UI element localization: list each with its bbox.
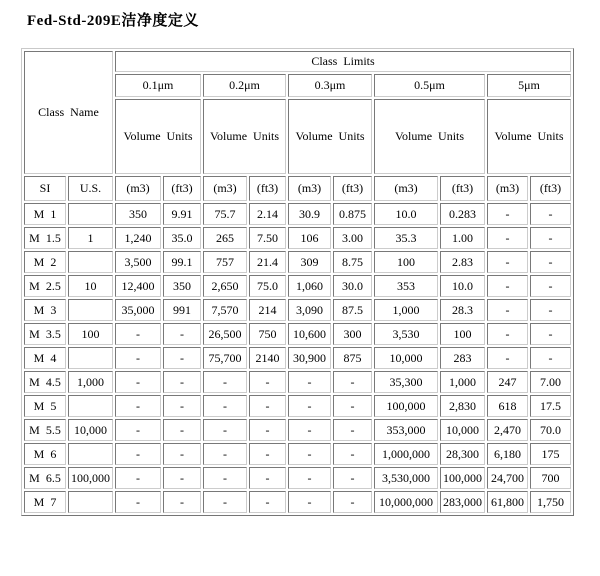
volume-units-header: Volume Units: [374, 99, 485, 174]
value-cell: 28,300: [440, 443, 485, 465]
value-cell: -: [163, 419, 201, 441]
us-class-cell: 10: [68, 275, 113, 297]
value-cell: -: [163, 491, 201, 513]
value-cell: 1,060: [288, 275, 331, 297]
value-cell: -: [487, 347, 528, 369]
value-cell: -: [203, 395, 247, 417]
value-cell: 70.0: [530, 419, 571, 441]
table-row: [24, 275, 571, 297]
value-cell: -: [249, 395, 286, 417]
ft3-unit-header: (ft3): [530, 176, 571, 201]
value-cell: -: [115, 491, 161, 513]
value-cell: -: [115, 395, 161, 417]
value-cell: -: [288, 491, 331, 513]
value-cell: -: [333, 491, 372, 513]
value-cell: -: [249, 443, 286, 465]
value-cell: 750: [249, 323, 286, 345]
value-cell: 17.5: [530, 395, 571, 417]
value-cell: -: [333, 371, 372, 393]
value-cell: 35,000: [115, 299, 161, 321]
value-cell: -: [530, 347, 571, 369]
value-cell: 265: [203, 227, 247, 249]
value-cell: -: [487, 323, 528, 345]
value-cell: -: [249, 371, 286, 393]
value-cell: 75,700: [203, 347, 247, 369]
value-cell: 0.875: [333, 203, 372, 225]
value-cell: -: [115, 419, 161, 441]
us-header: U.S.: [68, 176, 113, 201]
si-class-cell: M 2: [24, 251, 66, 273]
value-cell: 1.00: [440, 227, 485, 249]
table-row: [24, 203, 571, 225]
si-class-cell: M 3: [24, 299, 66, 321]
value-cell: 100,000: [374, 395, 438, 417]
value-cell: -: [288, 419, 331, 441]
value-cell: 350: [115, 203, 161, 225]
value-cell: 12,400: [115, 275, 161, 297]
us-class-cell: 100,000: [68, 467, 113, 489]
value-cell: 283,000: [440, 491, 485, 513]
ft3-unit-header: (ft3): [440, 176, 485, 201]
table-row: [24, 491, 571, 513]
value-cell: -: [288, 395, 331, 417]
value-cell: -: [288, 371, 331, 393]
value-cell: -: [530, 203, 571, 225]
volume-units-header: Volume Units: [487, 99, 571, 174]
table-row: [24, 323, 571, 345]
particle-size-header: 0.3μm: [288, 74, 372, 97]
particle-size-header: 0.5μm: [374, 74, 485, 97]
value-cell: 87.5: [333, 299, 372, 321]
value-cell: 100: [440, 323, 485, 345]
us-class-cell: 1,000: [68, 371, 113, 393]
value-cell: 75.0: [249, 275, 286, 297]
value-cell: 1,240: [115, 227, 161, 249]
value-cell: 875: [333, 347, 372, 369]
si-class-cell: M 1.5: [24, 227, 66, 249]
value-cell: 35,300: [374, 371, 438, 393]
value-cell: 75.7: [203, 203, 247, 225]
us-class-cell: 10,000: [68, 419, 113, 441]
value-cell: 61,800: [487, 491, 528, 513]
class-limits-header: Class Limits: [115, 51, 571, 72]
value-cell: 2.14: [249, 203, 286, 225]
value-cell: -: [163, 467, 201, 489]
us-class-cell: [68, 299, 113, 321]
value-cell: -: [163, 323, 201, 345]
value-cell: -: [288, 467, 331, 489]
value-cell: -: [530, 227, 571, 249]
particle-size-header: 5μm: [487, 74, 571, 97]
value-cell: 353,000: [374, 419, 438, 441]
value-cell: -: [288, 443, 331, 465]
value-cell: 3.00: [333, 227, 372, 249]
value-cell: 1,000,000: [374, 443, 438, 465]
table-row: [24, 395, 571, 417]
ft3-unit-header: (ft3): [333, 176, 372, 201]
value-cell: -: [115, 467, 161, 489]
m3-unit-header: (m3): [288, 176, 331, 201]
value-cell: 300: [333, 323, 372, 345]
value-cell: 100,000: [440, 467, 485, 489]
m3-unit-header: (m3): [115, 176, 161, 201]
value-cell: -: [163, 443, 201, 465]
value-cell: -: [203, 491, 247, 513]
particle-size-header: 0.2μm: [203, 74, 286, 97]
page-title: Fed-Std-209E洁净度定义: [27, 13, 199, 29]
table-body: [24, 203, 571, 513]
value-cell: 8.75: [333, 251, 372, 273]
us-class-cell: [68, 203, 113, 225]
value-cell: 6,180: [487, 443, 528, 465]
value-cell: 3,530,000: [374, 467, 438, 489]
volume-units-header: Volume Units: [288, 99, 372, 174]
value-cell: 0.283: [440, 203, 485, 225]
value-cell: -: [115, 371, 161, 393]
table-row: [24, 347, 571, 369]
header-row-limits: [24, 51, 571, 72]
us-class-cell: [68, 395, 113, 417]
value-cell: -: [487, 251, 528, 273]
value-cell: -: [249, 491, 286, 513]
value-cell: -: [115, 323, 161, 345]
si-class-cell: M 5.5: [24, 419, 66, 441]
value-cell: 2,650: [203, 275, 247, 297]
si-class-cell: M 6: [24, 443, 66, 465]
value-cell: -: [203, 467, 247, 489]
value-cell: -: [249, 419, 286, 441]
si-class-cell: M 7: [24, 491, 66, 513]
us-class-cell: [68, 491, 113, 513]
us-class-cell: [68, 443, 113, 465]
value-cell: 7,570: [203, 299, 247, 321]
si-class-cell: M 6.5: [24, 467, 66, 489]
si-class-cell: M 4.5: [24, 371, 66, 393]
value-cell: -: [530, 275, 571, 297]
value-cell: -: [163, 347, 201, 369]
value-cell: 2.83: [440, 251, 485, 273]
value-cell: -: [487, 299, 528, 321]
value-cell: 30,900: [288, 347, 331, 369]
si-header: SI: [24, 176, 66, 201]
value-cell: 618: [487, 395, 528, 417]
us-class-cell: 100: [68, 323, 113, 345]
value-cell: 30.0: [333, 275, 372, 297]
si-class-cell: M 3.5: [24, 323, 66, 345]
class-name-header: Class Name: [24, 51, 113, 174]
value-cell: 26,500: [203, 323, 247, 345]
value-cell: 353: [374, 275, 438, 297]
value-cell: -: [487, 275, 528, 297]
value-cell: 3,090: [288, 299, 331, 321]
us-class-cell: [68, 251, 113, 273]
ft3-unit-header: (ft3): [249, 176, 286, 201]
table-row: [24, 299, 571, 321]
value-cell: -: [249, 467, 286, 489]
value-cell: -: [203, 371, 247, 393]
value-cell: 10,000: [374, 347, 438, 369]
value-cell: 3,530: [374, 323, 438, 345]
value-cell: -: [333, 443, 372, 465]
value-cell: 35.0: [163, 227, 201, 249]
value-cell: 2,830: [440, 395, 485, 417]
value-cell: -: [115, 347, 161, 369]
m3-unit-header: (m3): [374, 176, 438, 201]
value-cell: 350: [163, 275, 201, 297]
value-cell: -: [115, 443, 161, 465]
value-cell: 10,600: [288, 323, 331, 345]
value-cell: 991: [163, 299, 201, 321]
value-cell: -: [530, 299, 571, 321]
value-cell: 10.0: [440, 275, 485, 297]
value-cell: 10,000: [440, 419, 485, 441]
volume-units-header: Volume Units: [115, 99, 201, 174]
value-cell: 3,500: [115, 251, 161, 273]
value-cell: 21.4: [249, 251, 286, 273]
value-cell: 106: [288, 227, 331, 249]
value-cell: -: [530, 323, 571, 345]
si-class-cell: M 2.5: [24, 275, 66, 297]
header-row-units: [24, 176, 571, 201]
us-class-cell: [68, 347, 113, 369]
value-cell: 28.3: [440, 299, 485, 321]
value-cell: -: [333, 395, 372, 417]
table-header: [24, 51, 571, 201]
table-row: [24, 227, 571, 249]
value-cell: 35.3: [374, 227, 438, 249]
ft3-unit-header: (ft3): [163, 176, 201, 201]
value-cell: 283: [440, 347, 485, 369]
table-row: [24, 371, 571, 393]
us-class-cell: 1: [68, 227, 113, 249]
value-cell: 99.1: [163, 251, 201, 273]
particle-size-header: 0.1μm: [115, 74, 201, 97]
value-cell: 9.91: [163, 203, 201, 225]
value-cell: 214: [249, 299, 286, 321]
table-row: [24, 443, 571, 465]
value-cell: -: [203, 443, 247, 465]
value-cell: 247: [487, 371, 528, 393]
table-row: [24, 419, 571, 441]
value-cell: -: [203, 419, 247, 441]
volume-units-header: Volume Units: [203, 99, 286, 174]
value-cell: 1,000: [440, 371, 485, 393]
si-class-cell: M 4: [24, 347, 66, 369]
value-cell: 1,000: [374, 299, 438, 321]
si-class-cell: M 5: [24, 395, 66, 417]
value-cell: 100: [374, 251, 438, 273]
m3-unit-header: (m3): [487, 176, 528, 201]
si-class-cell: M 1: [24, 203, 66, 225]
m3-unit-header: (m3): [203, 176, 247, 201]
value-cell: 2,470: [487, 419, 528, 441]
value-cell: 175: [530, 443, 571, 465]
value-cell: 7.50: [249, 227, 286, 249]
value-cell: -: [333, 467, 372, 489]
value-cell: 24,700: [487, 467, 528, 489]
value-cell: 10.0: [374, 203, 438, 225]
value-cell: 757: [203, 251, 247, 273]
value-cell: 10,000,000: [374, 491, 438, 513]
value-cell: 2140: [249, 347, 286, 369]
value-cell: 700: [530, 467, 571, 489]
value-cell: -: [333, 419, 372, 441]
table-row: [24, 251, 571, 273]
value-cell: -: [163, 371, 201, 393]
value-cell: -: [530, 251, 571, 273]
value-cell: -: [487, 227, 528, 249]
value-cell: 30.9: [288, 203, 331, 225]
cleanliness-table: [21, 48, 574, 516]
value-cell: -: [163, 395, 201, 417]
table-row: [24, 467, 571, 489]
value-cell: 1,750: [530, 491, 571, 513]
value-cell: -: [487, 203, 528, 225]
value-cell: 309: [288, 251, 331, 273]
value-cell: 7.00: [530, 371, 571, 393]
